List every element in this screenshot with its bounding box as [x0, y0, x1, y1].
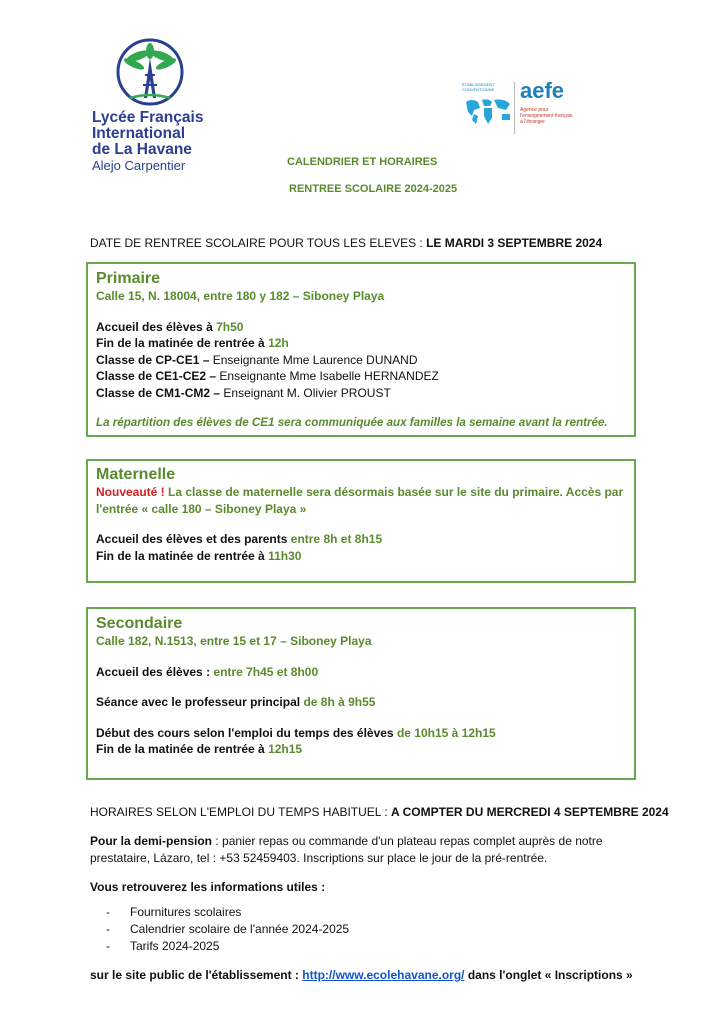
primaire-address: Calle 15, N. 18004, entre 180 y 182 – Siboney Playa — [96, 289, 385, 303]
demi-pension-label: Pour la demi-pension — [90, 834, 213, 848]
maternelle-text-line2: l'entrée « calle 180 – Siboney Playa » — [96, 501, 307, 516]
list-item: - Tarifs 2024-2025 — [106, 939, 220, 953]
doc-title: CALENDRIER ET HORAIRES — [287, 156, 438, 168]
maternelle-box — [86, 459, 636, 583]
secondaire-accueil: Accueil des élèves : entre 7h45 et 8h00 — [96, 664, 319, 679]
aefe-name: aefe — [520, 78, 565, 103]
secondaire-seance: Séance avec le professeur principal de 8h à 9h55 — [96, 695, 376, 709]
doc-subtitle: RENTREE SCOLAIRE 2024-2025 — [289, 183, 458, 195]
aefe-sub-3: à l'étranger — [520, 119, 545, 125]
secondaire-fin: Fin de la matinée de rentrée à 12h15 — [96, 742, 303, 756]
rentree-date-label: DATE DE RENTREE SCOLAIRE POUR TOUS LES ELEVES : — [90, 236, 427, 250]
school-name — [92, 110, 203, 173]
secondaire-title: Secondaire — [96, 615, 183, 632]
aefe-small-1: ÉTABLISSEMENT — [462, 82, 495, 87]
maternelle-title: Maternelle — [96, 466, 176, 483]
secondaire-debut: Début des cours selon l'emploi du temps des élèves de 10h15 à 12h15 — [96, 725, 496, 740]
school-name-line4: Alejo Carpentier — [92, 158, 186, 173]
rentree-date-value: LE MARDI 3 SEPTEMBRE 2024 — [426, 236, 603, 250]
horaires-line: HORAIRES SELON L'EMPLOI DU TEMPS HABITUEL : A COMPTER DU MERCREDI 4 SEPTEMBRE 2024 — [90, 805, 669, 819]
school-website-link[interactable]: http://www.ecolehavane.org/ — [302, 968, 465, 982]
primaire-box — [86, 262, 636, 437]
resources-list — [90, 904, 590, 955]
demi-pension-paragraph: Pour la demi-pension : panier repas ou commande d'un plateau repas complet auprès de notre prestataire, Lázaro, tel : +53 52459403. Inscriptions sur place le jour de la pré-rentrée. — [90, 834, 603, 865]
school-logo — [88, 36, 213, 113]
secondaire-address: Calle 182, N.1513, entre 15 et 17 – Siboney Playa — [96, 634, 372, 648]
list-item: - Fournitures scolaires — [106, 905, 242, 919]
eiffel-palm-icon — [88, 36, 208, 108]
primaire-accueil-time: 7h50 — [216, 319, 244, 334]
rentree-date-line — [90, 236, 602, 250]
school-name-line3: de La Havane — [92, 141, 192, 158]
primaire-fin: Fin de la matinée de rentrée à 12h — [96, 336, 289, 350]
primaire-title: Primaire — [96, 270, 161, 287]
aefe-sub-1: Agence pour — [520, 107, 549, 113]
secondaire-box — [86, 607, 636, 780]
primaire-fin-time: 12h — [268, 336, 289, 350]
school-name-line2: International — [92, 125, 186, 142]
aefe-sub-2: l'enseignement français — [520, 113, 573, 119]
maternelle-text-line1: Nouveauté ! La classe de maternelle sera désormais basée sur le site du primaire. Accès par — [96, 485, 624, 499]
primaire-accueil: Accueil des élèves à 7h50 — [96, 319, 244, 334]
maternelle-fin: Fin de la matinée de rentrée à 11h30 — [96, 548, 302, 563]
world-map-icon — [462, 96, 514, 128]
site-line: sur le site public de l'établissement : http://www.ecolehavane.org/ dans l'onglet « Inscriptions » — [90, 968, 633, 982]
class-row: Classe de CE1-CE2 – Enseignante Mme Isabelle HERNANDEZ — [96, 369, 439, 383]
school-name-line1: Lycée Français — [92, 109, 204, 126]
maternelle-accueil: Accueil des élèves et des parents entre 8h et 8h15 — [96, 532, 383, 546]
class-row: Classe de CP-CE1 – Enseignante Mme Laurence DUNAND — [96, 352, 418, 367]
list-item: - Calendrier scolaire de l'année 2024-2025 — [106, 922, 350, 936]
infos-heading: Vous retrouverez les informations utiles : — [90, 880, 326, 894]
class-row: Classe de CM1-CM2 – Enseignant M. Olivier PROUST — [96, 385, 391, 400]
primaire-note: La répartition des élèves de CE1 sera communiquée aux familles la semaine avant la rentrée. — [96, 416, 608, 429]
nouveaute-label: Nouveauté ! — [96, 485, 169, 499]
aefe-small-2: CONVENTIONNÉ — [462, 87, 495, 92]
aefe-divider — [514, 82, 515, 134]
